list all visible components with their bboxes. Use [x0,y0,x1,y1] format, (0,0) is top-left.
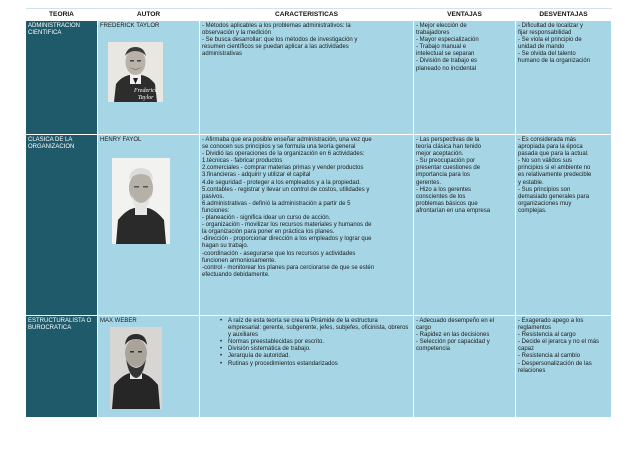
text-line: 6.administrativas - definió la administración a partir de 5 [202,200,351,207]
text-line: fijar responsabilidad [518,30,572,37]
text-line: - Dividió las operaciones de la organización en 6 actividades: [202,151,365,158]
text-line: se conocen sus principios y se formula una teoría general [202,144,356,151]
text-line: - Se viola el principio de [518,37,582,44]
text-line: - Afirmaba que era posible enseñar administración, una vez que [202,137,372,143]
text-line: complejas. [518,207,547,214]
text-line: competencia [416,346,451,353]
portrait-caption: Frederick [134,88,158,95]
header-teoria: TEORIA [26,9,98,20]
text-line: reglamentos [518,325,552,332]
desventajas-cell [516,315,612,417]
text-line: importancia para los [416,172,471,179]
text-line: 1.técnicas - fabricar productos [202,158,283,165]
text-line: - Hizo a los gerentes [416,186,472,193]
teoria-line: ESTRUCTURALISTA O [28,318,92,324]
text-line: la organización para poner en práctica los planes. [202,229,335,236]
teoria-cell [26,20,98,134]
text-line: es relativamente predecible [518,172,592,179]
text-line: intelectual se separan [416,51,475,58]
autor-cell [98,315,200,417]
text-line: teoría clásica han tenido [416,144,482,151]
text-line: - Trabajo manual e [416,44,467,51]
text-line: 5.contables - registrar y llevar un control de costos, utilidades y [202,186,370,193]
text-line: mejor aceptación. [416,151,464,158]
text-line: 2.comerciales - comprar materias primas y vender productos [202,165,364,172]
text-line: - No son válidos sus [518,158,573,165]
text-line: -control - monitorear los planes para cerciorarse de que se estén [202,264,375,271]
text-line: - Su preocupación por [416,158,476,165]
desventajas-cell [516,20,612,134]
text-line: relaciones [518,367,546,374]
desventajas-cell [516,134,612,315]
text-line: - Las perspectivas de la [416,137,480,143]
list-item: • Jerarquía de autoridad. [220,353,411,360]
text-line: resumen científicos se puedan aplicar a las actividades [202,44,349,51]
text-line: - Decide el jerarca y no el más [518,339,600,346]
teoria-line: CLASICA DE LA [28,137,73,143]
teoria-cell [26,134,98,315]
teoria-line: BUROCRATICA [28,325,72,332]
text-line: - Métodos aplicables a los problemas administrativos: la [202,23,351,29]
text-line: - Despersonalización de las [518,360,592,367]
text-line: - Sus principios son [518,186,571,193]
caracteristicas-cell [200,134,414,315]
text-line: humano de la organización [518,58,591,65]
theories-table [26,8,612,417]
text-line: - Dificultad de localizar y [518,23,584,29]
taylor-portrait [108,42,163,102]
fayol-portrait [112,158,170,244]
caracteristicas-list [202,318,411,368]
autor-cell [98,20,200,134]
text-line: - Mayor especialización [416,37,479,44]
text-line: conscientes de los [416,193,466,200]
header-ventajas: VENTAJAS [414,9,516,20]
text-line: y estable. [518,179,544,186]
caracteristicas-cell [200,20,414,134]
header-caracteristicas: CARACTERISTICAS [200,9,414,20]
text-line: organizaciones muy [518,200,572,207]
text-line: - Resistencia al cambio [518,353,581,360]
text-line: funcionen armoniosamente. [202,257,277,264]
text-line: observación y la medición [202,30,272,37]
text-line: demasiado generales para [518,193,590,200]
text-line: funciones: [202,207,230,214]
text-line: cargo [416,325,432,332]
header-desventajas: DESVENTAJAS [516,9,612,20]
author-name: MAX WEBER [100,318,137,324]
text-line: - División de trabajo es [416,58,478,65]
ventajas-cell [414,134,516,315]
text-line: - Se olvida del talento [518,51,576,58]
text-line: pasivos. [202,193,225,200]
text-line: - planeación - significa idear un curso de acción. [202,215,331,222]
text-line: - Exagerado apego a los [518,318,584,324]
text-line: - Selección por capacidad y [416,339,490,346]
list-item: • División sistemática de trabajo. [220,346,411,353]
text-line: - organización - movilizar los recursos materiales y humanos de [202,222,372,229]
weber-portrait [110,327,162,409]
text-line: capaz [518,346,535,353]
teoria-line: ADMINISTRACION [28,23,81,29]
text-line: efectuando debidamente. [202,271,270,278]
text-line: - Mejor elección de [416,23,467,29]
text-line: afrontarían en una empresa [416,207,491,214]
portrait-caption: Taylor [138,95,154,102]
text-line: trabajadores [416,30,450,37]
text-line: administrativas [202,51,243,58]
teoria-line: CIENTIFICA [28,30,62,37]
ventajas-cell [414,20,516,134]
text-line: presentar cuestiones de [416,165,481,172]
author-name: HENRY FAYOL [100,137,142,143]
text-line: pasada que para la actual. [518,151,589,158]
autor-cell [98,134,200,315]
text-line: - Adecuado desempeño en el [416,318,495,324]
ventajas-cell [414,315,516,417]
text-line: 4.de seguridad - proteger a los empleados y a la propiedad. [202,179,361,186]
teoria-line: ORGANIZACION [28,144,75,151]
text-line: planeado no incidental [416,65,477,72]
text-line: 3.financieras - adquirir y utilizar el capital [202,172,311,179]
author-name: FREDERICK TAYLOR [100,23,160,29]
list-item: • A raíz de esta teoría se crea la Pirámide de la estructura empresarial: gerente, subgerente, jefes, subjefes, oficinista, obreros y auxiliares [220,318,411,339]
teoria-cell [26,315,98,417]
text-line: - Resistencia al cargo [518,332,576,339]
list-item: • Rutinas y procedimientos estandarizados [220,361,411,368]
text-line: gerentes. [416,179,442,186]
text-line: principios si el ambiente no [518,165,591,172]
text-line: - Se busca desarrollar: que los métodos de investigación y [202,37,358,44]
text-line: hagan su trabajo. [202,243,249,250]
text-line: - Es considerada más [518,137,577,143]
header-autor: AUTOR [98,9,200,20]
text-line: - Rapidez en las decisiones [416,332,490,339]
text-line: unidad de mando [518,44,565,51]
text-line: -dirección - proporcionar dirección a los empleados y lograr que [202,236,372,243]
text-line: -coordinación - asegurarse que los recursos y actividades [202,250,356,257]
text-line: apropiada para la época [518,144,583,151]
list-item: • Normas preestablecidas por escrito. [220,339,411,346]
caracteristicas-cell [200,315,414,417]
text-line: problemas básicos que [416,200,478,207]
